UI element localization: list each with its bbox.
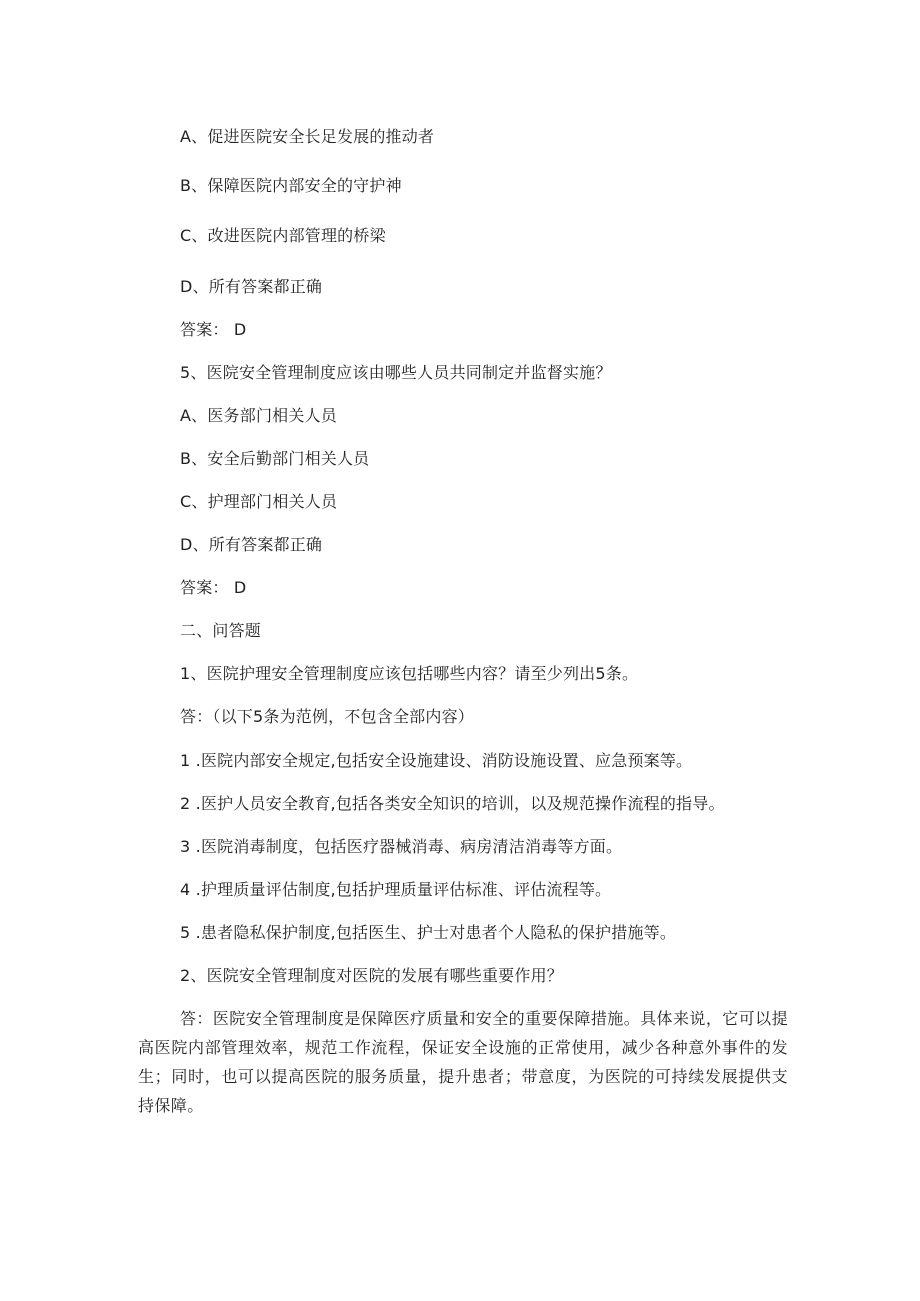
q4-option-a: A、促进医院安全长足发展的推动者 bbox=[180, 127, 435, 146]
q5-question: 5、医院安全管理制度应该由哪些人员共同制定并监督实施？ bbox=[180, 363, 612, 382]
qa1-answer-intro: 答：（以下5条为范例，不包含全部内容） bbox=[180, 707, 474, 726]
qa1-item-1: 1 .医院内部安全规定,包括安全设施建设、消防设施设置、应急预案等。 bbox=[180, 751, 693, 770]
qa1-question: 1、医院护理安全管理制度应该包括哪些内容？请至少列出5条。 bbox=[180, 664, 639, 683]
qa2-question: 2、医院安全管理制度对医院的发展有哪些重要作用？ bbox=[180, 966, 563, 985]
q4-answer: 答案： D bbox=[180, 320, 247, 339]
q4-option-b: B、保障医院内部安全的守护神 bbox=[180, 176, 402, 195]
section-title: 二、问答题 bbox=[180, 621, 262, 640]
q4-option-c: C、改进医院内部管理的桥梁 bbox=[180, 226, 386, 245]
q5-option-d: D、所有答案都正确 bbox=[180, 535, 323, 554]
qa1-item-2: 2 .医护人员安全教育,包括各类安全知识的培训，以及规范操作流程的指导。 bbox=[180, 794, 725, 813]
q5-answer: 答案： D bbox=[180, 578, 247, 597]
qa2-answer-paragraph: 答：医院安全管理制度是保障医疗质量和安全的重要保障措施。具体来说，它可以提高医院内部管理效率，规范工作流程，保证安全设施的正常使用，减少各种意外事件的发生；同时，也可以提高医院的服务质量，提升患者；带意度，为医院的可持续发展提供支持保障。 bbox=[138, 1009, 788, 1115]
qa1-item-3: 3 .医院消毒制度，包括医疗器械消毒、病房清洁消毒等方面。 bbox=[180, 837, 623, 856]
q5-option-a: A、医务部门相关人员 bbox=[180, 406, 337, 425]
q5-option-c: C、护理部门相关人员 bbox=[180, 492, 338, 511]
q4-option-d: D、所有答案都正确 bbox=[180, 277, 323, 296]
q5-option-b: B、安全后勤部门相关人员 bbox=[180, 449, 370, 468]
qa1-item-4: 4 .护理质量评估制度,包括护理质量评估标准、评估流程等。 bbox=[180, 880, 612, 899]
qa1-item-5: 5 .患者隐私保护制度,包括医生、护士对患者个人隐私的保护措施等。 bbox=[180, 923, 677, 942]
